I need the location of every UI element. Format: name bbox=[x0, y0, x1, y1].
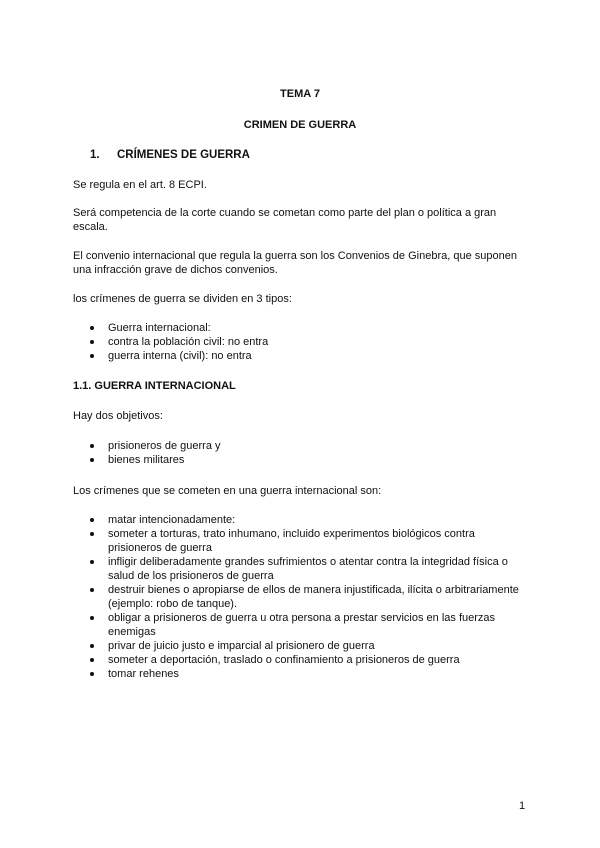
list-item: prisioneros de guerra y bbox=[73, 439, 221, 453]
list-item: Guerra internacional: bbox=[73, 321, 268, 335]
list-item: contra la población civil: no entra bbox=[73, 335, 268, 349]
list-item: matar intencionadamente: bbox=[73, 513, 519, 527]
list-item: someter a deportación, traslado o confinamiento a prisioneros de guerra bbox=[73, 653, 519, 667]
paragraph-convention-line-2: una infracción grave de dichos convenios. bbox=[73, 264, 278, 276]
section-1-heading bbox=[73, 148, 250, 162]
paragraph-objectives-intro: Hay dos objetivos: bbox=[73, 410, 163, 422]
document-title: CRIMEN DE GUERRA bbox=[243, 119, 357, 131]
list-item: destruir bienes o apropiarse de ellos de manera injustificada, ilícita o arbitrariamente (ejemplo: robo de tanque). bbox=[73, 583, 519, 611]
list-item: bienes militares bbox=[73, 453, 221, 467]
paragraph-crimes-intro: Los crímenes que se cometen en una guerra internacional son: bbox=[73, 485, 382, 497]
list-item: someter a torturas, trato inhumano, incluido experimentos biológicos contra prisioneros de guerra bbox=[73, 527, 519, 555]
list-item: guerra interna (civil): no entra bbox=[73, 349, 268, 363]
types-list bbox=[73, 321, 268, 363]
section-1-number: 1. bbox=[90, 149, 100, 161]
objectives-list bbox=[73, 439, 221, 467]
paragraph-convention-line-1: El convenio internacional que regula la guerra son los Convenios de Ginebra, que suponen bbox=[73, 250, 517, 262]
section-1-title: CRÍMENES DE GUERRA bbox=[117, 149, 250, 161]
paragraph-types-intro: los crímenes de guerra se dividen en 3 tipos: bbox=[73, 293, 292, 305]
paragraph-competence-line-1: Será competencia de la corte cuando se cometan como parte del plan o política a gran bbox=[73, 207, 497, 219]
list-item: privar de juicio justo e imparcial al prisionero de guerra bbox=[73, 639, 519, 653]
list-item: obligar a prisioneros de guerra u otra persona a prestar servicios en las fuerzas enemigas bbox=[73, 611, 519, 639]
tema-label: TEMA 7 bbox=[280, 88, 320, 100]
paragraph-regulation: Se regula en el art. 8 ECPI. bbox=[73, 179, 207, 191]
list-item: infligir deliberadamente grandes sufrimientos o atentar contra la integridad física o salud de los prisioneros de guerra bbox=[73, 555, 519, 583]
page-number: 1 bbox=[519, 800, 526, 812]
paragraph-competence-line-2: escala. bbox=[73, 221, 108, 233]
section-1-1-heading: 1.1. GUERRA INTERNACIONAL bbox=[73, 380, 236, 392]
crimes-list bbox=[73, 513, 519, 681]
list-item: tomar rehenes bbox=[73, 667, 519, 681]
